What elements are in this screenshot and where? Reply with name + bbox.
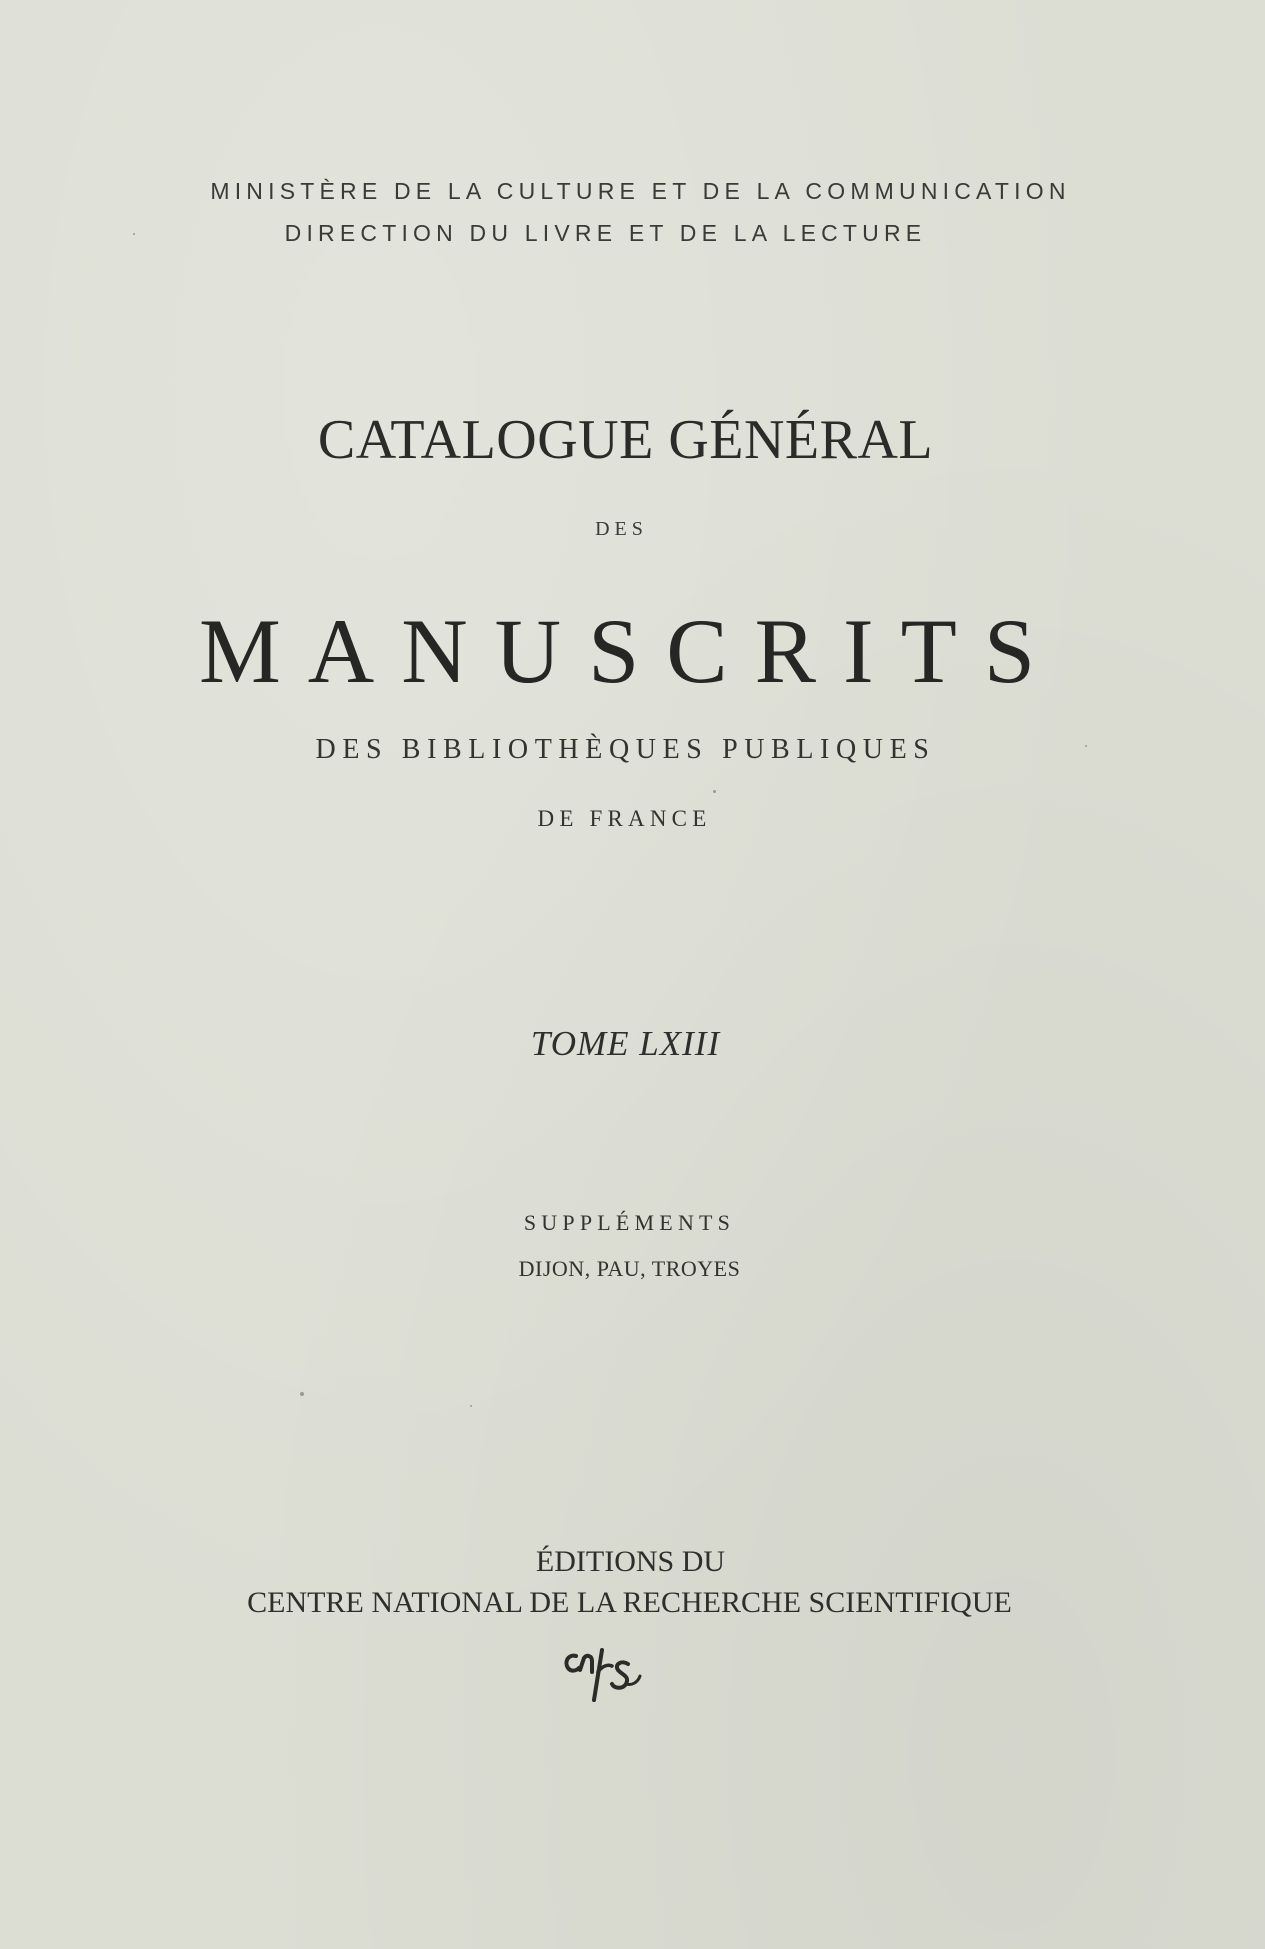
catalogue-title: CATALOGUE GÉNÉRAL (317, 409, 934, 471)
publisher-editions: ÉDITIONS DU (535, 1545, 726, 1578)
direction-name: DIRECTION DU LIVRE ET DE LA LECTURE (284, 220, 927, 246)
publisher-name: CENTRE NATIONAL DE LA RECHERCHE SCIENTIFIQUE (247, 1586, 1012, 1619)
cnrs-monogram-icon (562, 1642, 644, 1706)
subtitle-libraries: DES BIBLIOTHÈQUES PUBLIQUES (315, 734, 936, 765)
tome-number: TOME LXIII (530, 1024, 721, 1063)
supplements-label: SUPPLÉMENTS (523, 1210, 736, 1235)
ministry-name: MINISTÈRE DE LA CULTURE ET DE LA COMMUNICATION (210, 178, 1071, 204)
manuscrits-title: MANUSCRITS (198, 600, 1062, 702)
paper-speck (470, 1405, 472, 1407)
des-label: DES (595, 518, 648, 540)
paper-speck (300, 1392, 304, 1396)
paper-speck (1085, 745, 1087, 747)
paper-speck (133, 233, 135, 235)
subtitle-france: DE FRANCE (537, 806, 712, 831)
places-list: DIJON, PAU, TROYES (518, 1256, 741, 1281)
paper-speck (713, 790, 716, 793)
